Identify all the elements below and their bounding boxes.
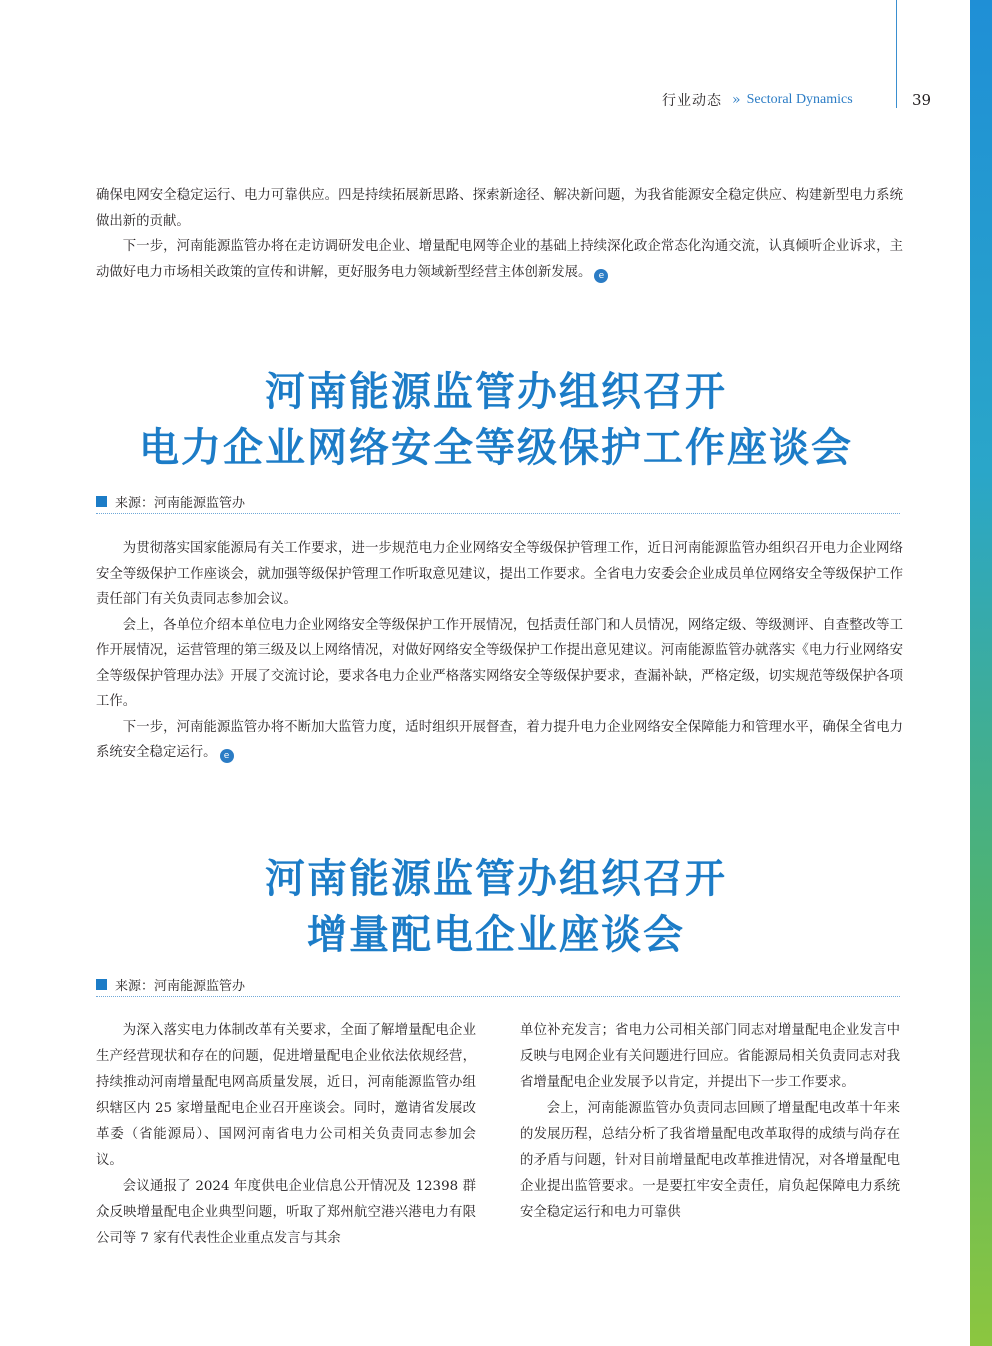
article2-right-column <box>520 1018 900 1226</box>
source-square-icon <box>96 979 107 990</box>
running-header <box>662 88 932 112</box>
article1-source <box>96 490 900 514</box>
page-number: 39 <box>912 91 932 109</box>
article1-paragraph: 会上，各单位介绍本单位电力企业网络安全等级保护工作开展情况，包括责任部门和人员情况，网络定级、等级测评、自查整改等工作开展情况，运营管理的第三级及以上网络情况，对做好网络安全等级保护工作提出意见建议。河南能源监管办就落实《电力行业网络安全等级保护管理办法》开展了交流讨论，要求各电力企业严格落实网络安全等级保护要求，查漏补缺，严格定级，切实规范等级保护各项工作。 <box>96 617 903 709</box>
side-color-stripe <box>970 0 992 1346</box>
article2-paragraph: 会上，河南能源监管办负责同志回顾了增量配电改革十年来的发展历程，总结分析了我省增量配电改革取得的成绩与尚存在的矛盾与问题，针对目前增量配电改革推进情况，对各增量配电企业提出监管要求。一是要扛牢安全责任，肩负起保障电力系统安全稳定运行和电力可靠供 <box>520 1101 900 1220</box>
article2-title <box>0 851 992 963</box>
article1-title-line2: 电力企业网络安全等级保护工作座谈会 <box>139 424 853 471</box>
article2-source-text: 来源：河南能源监管办 <box>115 979 246 994</box>
section-name-cn: 行业动态 <box>662 93 722 109</box>
article2-source <box>96 973 900 997</box>
article1-paragraph: 下一步，河南能源监管办将不断加大监管力度，适时组织开展督查，着力提升电力企业网络安全保障能力和管理水平，确保全省电力系统安全稳定运行。 e <box>96 719 903 761</box>
intro-paragraph-2: 下一步，河南能源监管办将在走访调研发电企业、增量配电网等企业的基础上持续深化政企常态化沟通交流，认真倾听企业诉求，主动做好电力市场相关政策的宣传和讲解，更好服务电力领域新型经营主体创新发展。 e <box>96 239 903 281</box>
section-name-en: Sectoral Dynamics <box>746 92 853 107</box>
article1-body <box>96 536 903 766</box>
article2-paragraph: 会议通报了 2024 年度供电企业信息公开情况及 12398 群众反映增量配电企业典型问题，听取了郑州航空港兴港电力有限公司等 7 家有代表性企业重点发言与其余 <box>96 1179 476 1246</box>
intro-text <box>96 183 903 285</box>
article-end-icon: e <box>594 269 608 283</box>
article1-source-text: 来源：河南能源监管办 <box>115 496 246 511</box>
article2-title-line2: 增量配电企业座谈会 <box>307 911 685 958</box>
article2-paragraph: 单位补充发言；省电力公司相关部门同志对增量配电企业发言中反映与电网企业有关问题进行回应。省能源局相关负责同志对我省增量配电企业发展予以肯定，并提出下一步工作要求。 <box>520 1023 900 1090</box>
intro-paragraph-1: 确保电网安全稳定运行、电力可靠供应。四是持续拓展新思路、探索新途径、解决新问题，为我省能源安全稳定供应、构建新型电力系统做出新的贡献。 <box>96 188 903 229</box>
article-end-icon: e <box>220 749 234 763</box>
article2-left-column <box>96 1018 476 1252</box>
article1-title-line1: 河南能源监管办组织召开 <box>265 368 727 415</box>
article2-title-line1: 河南能源监管办组织召开 <box>265 855 727 902</box>
header-divider-line <box>896 0 897 108</box>
article1-title <box>0 364 992 476</box>
article1-paragraph: 为贯彻落实国家能源局有关工作要求，进一步规范电力企业网络安全等级保护管理工作，近日河南能源监管办组织召开电力企业网络安全等级保护工作座谈会，就加强等级保护管理工作听取意见建议，提出工作要求。全省电力安委会企业成员单位网络安全等级保护工作责任部门有关负责同志参加会议。 <box>96 541 903 607</box>
article2-paragraph: 为深入落实电力体制改革有关要求，全面了解增量配电企业生产经营现状和存在的问题，促进增量配电企业依法依规经营，持续推动河南增量配电网高质量发展，近日，河南能源监管办组织辖区内 25 家增量配电企业召开座谈会。同时，邀请省发展改革委（省能源局）、国网河南省电力公司相关负责同志参加会议。 <box>96 1023 476 1168</box>
source-square-icon <box>96 496 107 507</box>
double-chevron-icon: » <box>732 92 741 108</box>
